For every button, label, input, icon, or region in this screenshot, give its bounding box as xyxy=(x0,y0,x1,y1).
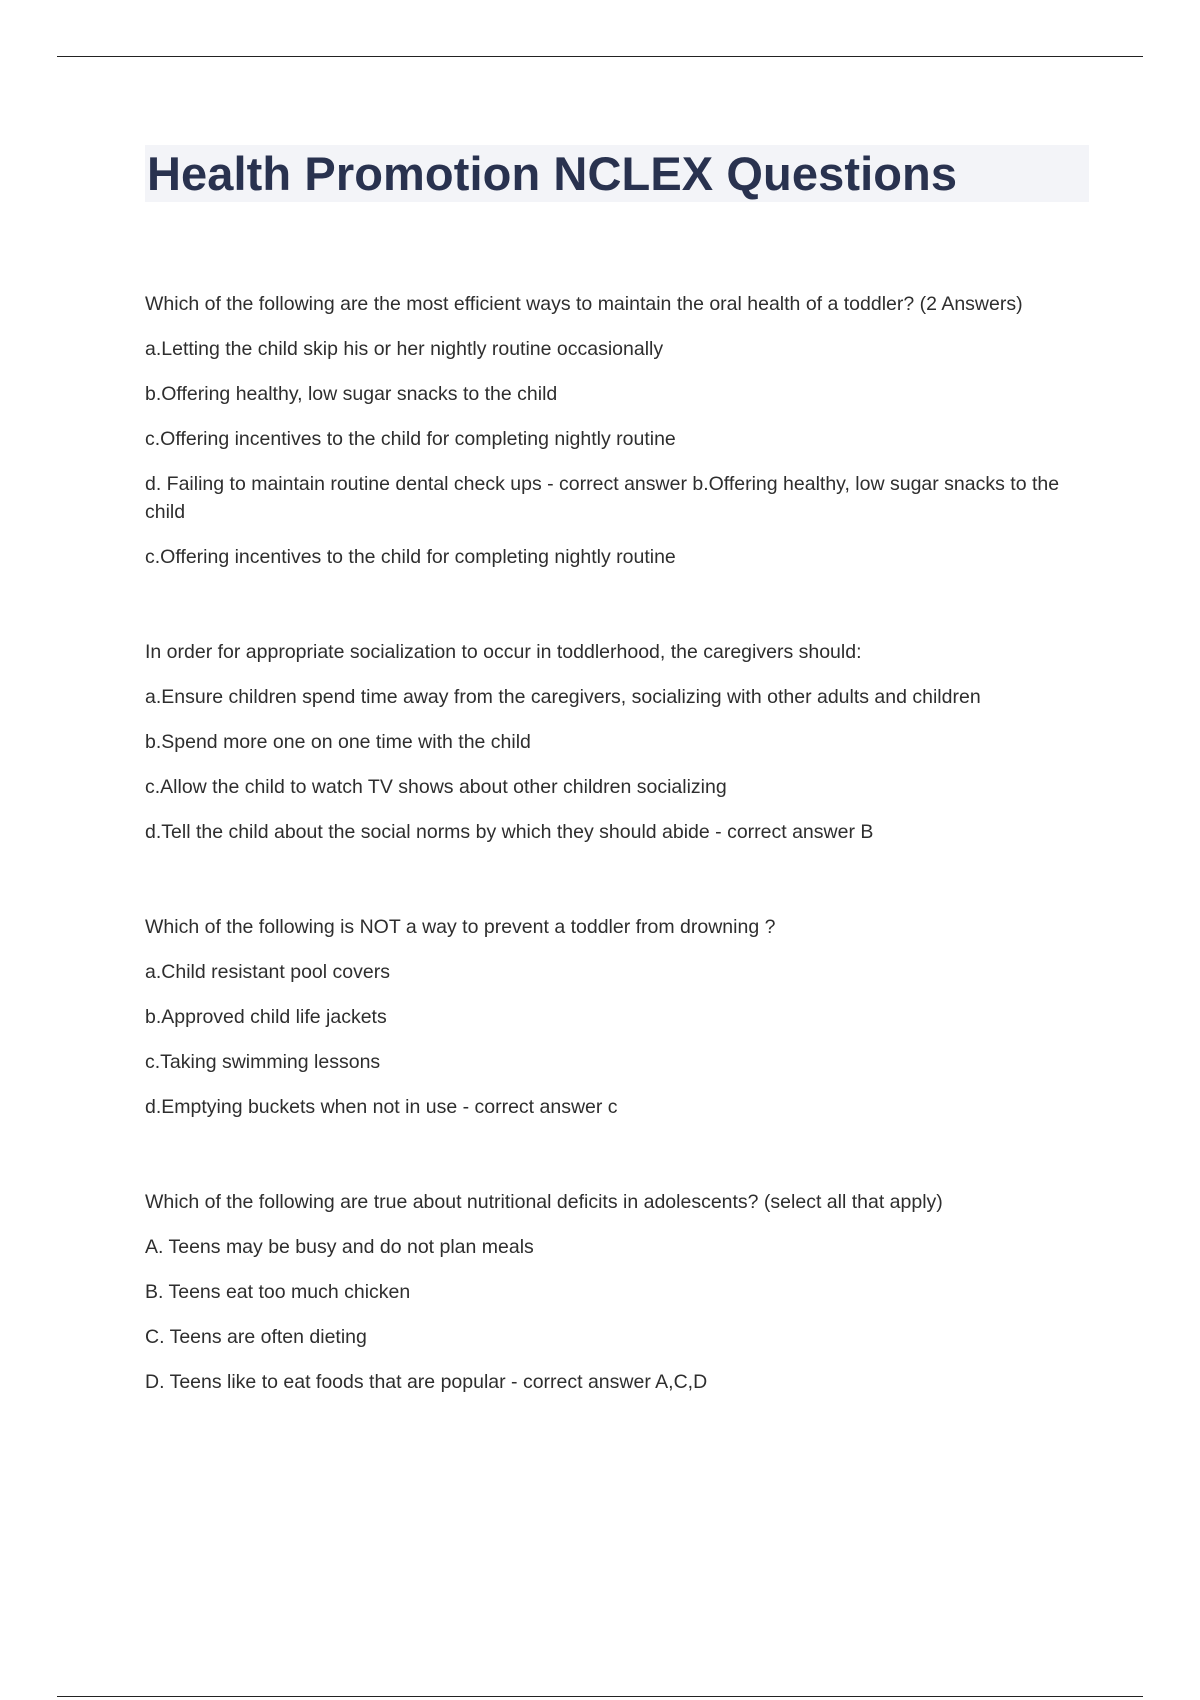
answer-line: c.Offering incentives to the child for completing nightly routine xyxy=(145,428,676,450)
answer-line: c.Offering incentives to the child for completing nightly routine xyxy=(145,546,676,568)
question-2 xyxy=(145,638,1085,846)
answer-line: a.Letting the child skip his or her nightly routine occasionally xyxy=(145,338,664,360)
question-text: In order for appropriate socialization to occur in toddlerhood, the caregivers should: xyxy=(145,641,862,663)
answer-line: B. Teens eat too much chicken xyxy=(145,1281,411,1303)
question-4 xyxy=(145,1188,1085,1396)
header-rule xyxy=(57,56,1143,57)
answer-line: D. Teens like to eat foods that are popular - correct answer A,C,D xyxy=(145,1371,708,1393)
question-text: Which of the following are true about nutritional deficits in adolescents? (select all that apply) xyxy=(145,1191,943,1213)
answer-line: C. Teens are often dieting xyxy=(145,1326,367,1348)
answer-line: b.Offering healthy, low sugar snacks to the child xyxy=(145,383,558,405)
question-1 xyxy=(145,290,1085,571)
answer-line: b.Approved child life jackets xyxy=(145,1006,387,1028)
answer-line: a.Ensure children spend time away from the caregivers, socializing with other adults and children xyxy=(145,686,981,708)
question-3 xyxy=(145,913,1085,1121)
question-text: Which of the following is NOT a way to prevent a toddler from drowning ? xyxy=(145,916,776,938)
answer-line: b.Spend more one on one time with the child xyxy=(145,731,531,753)
answer-line: d.Tell the child about the social norms by which they should abide - correct answer B xyxy=(145,821,874,843)
answer-line: A. Teens may be busy and do not plan meals xyxy=(145,1236,534,1258)
question-text: Which of the following are the most efficient ways to maintain the oral health of a toddler? (2 Answers) xyxy=(145,293,1023,315)
answer-line: a.Child resistant pool covers xyxy=(145,961,390,983)
answer-line: d.Emptying buckets when not in use - correct answer c xyxy=(145,1096,618,1118)
answer-line: c.Taking swimming lessons xyxy=(145,1051,381,1073)
document-title: Health Promotion NCLEX Questions xyxy=(147,147,958,200)
answer-line: c.Allow the child to watch TV shows about other children socializing xyxy=(145,776,727,798)
answer-line: d. Failing to maintain routine dental check ups - correct answer b.Offering healthy, low sugar snacks to the child xyxy=(145,473,1060,523)
question-list xyxy=(145,290,1085,1463)
footer-rule xyxy=(57,1696,1143,1697)
